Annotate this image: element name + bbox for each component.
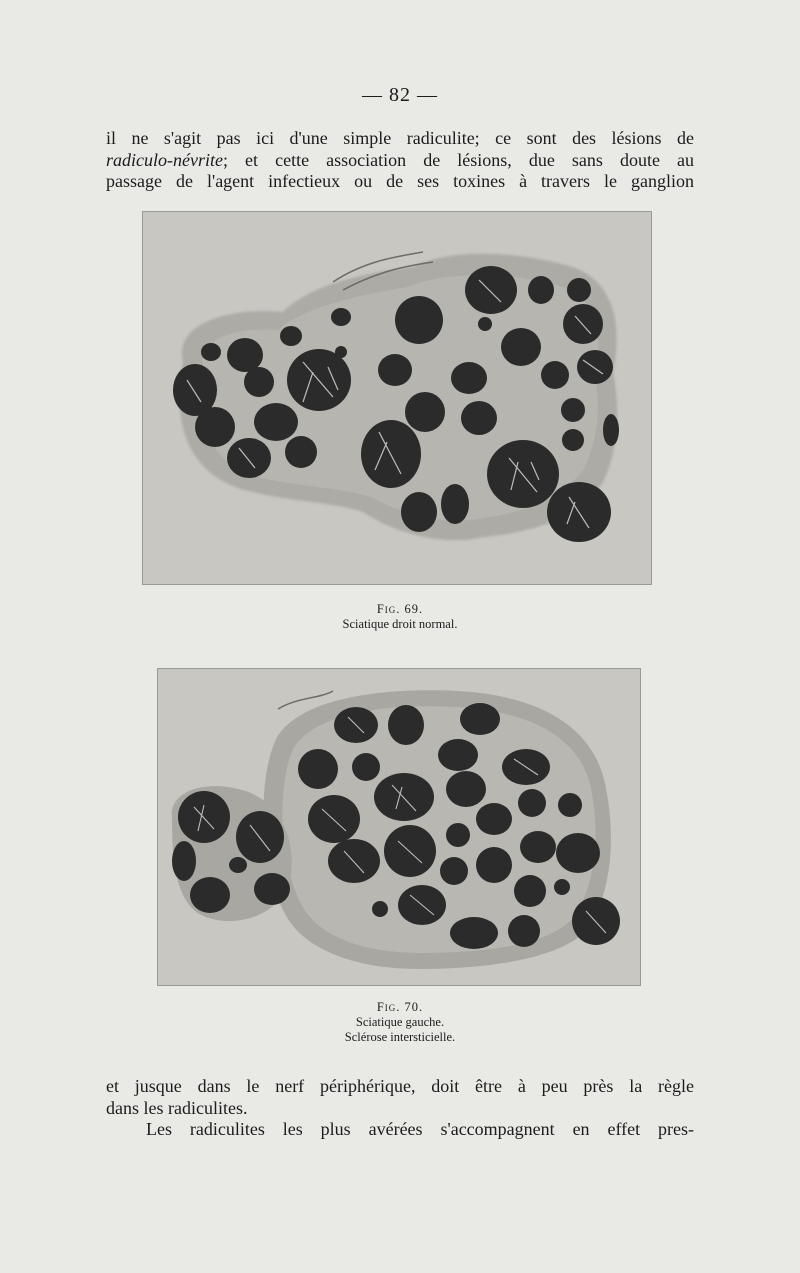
text-line: Les radiculites les plus avérées s'accompagnent en effet pres- (146, 1119, 694, 1139)
figure-70-micrograph (157, 668, 641, 986)
text-line: il ne s'agit pas ici d'une simple radiculite; ce sont des lésions de (106, 128, 694, 148)
figure-69-caption (0, 602, 800, 632)
figure-70-number: Fig. 70. (376, 1000, 424, 1014)
bottom-paragraph (106, 1076, 694, 1141)
nerve-cross-section-image (143, 212, 651, 584)
page-number: — 82 — (362, 84, 438, 106)
text-line: passage de l'agent infectieux ou de ses toxines à travers le ganglion (106, 171, 694, 191)
text-line-rest: ; et cette association de lésions, due sans doute au (222, 149, 694, 170)
figure-70-caption-line-2: Sclérose intersticielle. (344, 1030, 456, 1044)
text-line: dans les radiculites. (106, 1097, 248, 1118)
italic-term: radiculo-névrite (106, 149, 223, 170)
text-line: et jusque dans le nerf périphérique, doit être à peu près la règle (106, 1076, 694, 1096)
figure-70-caption (0, 1000, 800, 1045)
figure-70-caption-line-1: Sciatique gauche. (355, 1015, 445, 1029)
nerve-cross-section-image (158, 669, 640, 985)
figure-69-caption-text: Sciatique droit normal. (342, 617, 458, 631)
text-line (106, 150, 694, 172)
figure-69-number: Fig. 69. (376, 602, 424, 616)
top-paragraph (106, 128, 694, 193)
figure-69-micrograph (142, 211, 652, 585)
